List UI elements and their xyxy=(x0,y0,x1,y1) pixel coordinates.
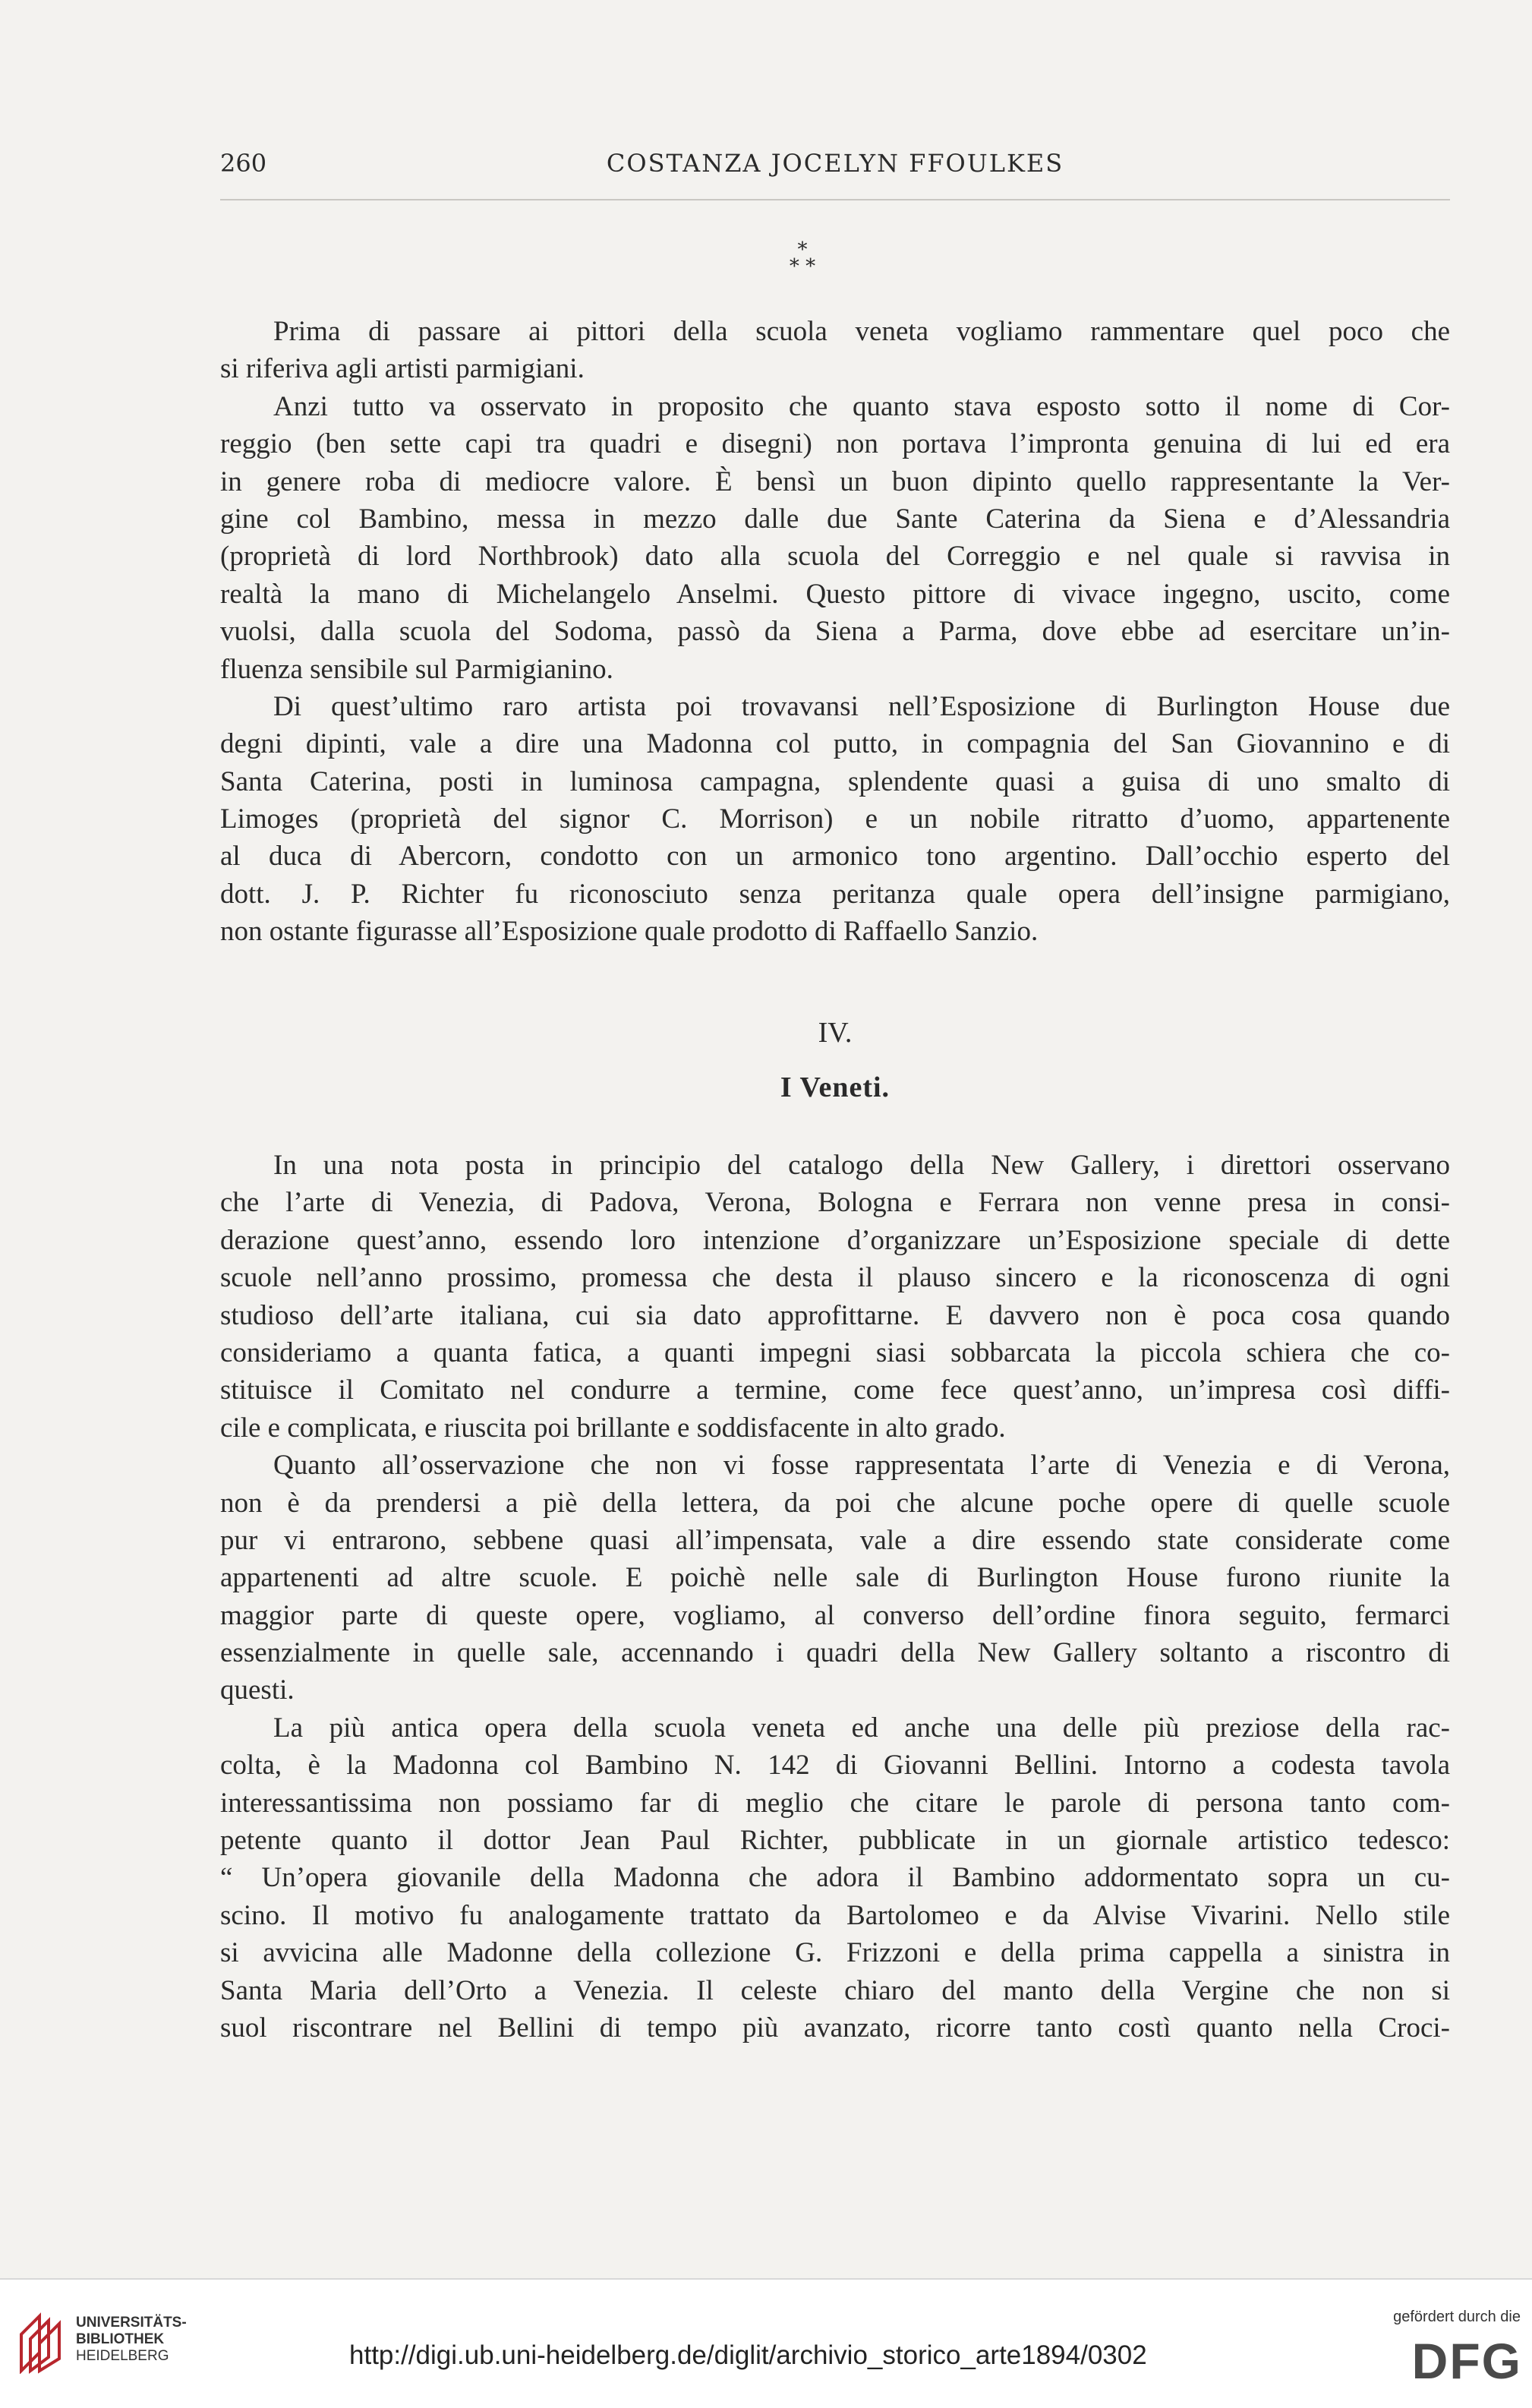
text-line: suol riscontrare nel Bellini di tempo più avanzato, ricorre tanto costì quanto nella Croci- xyxy=(220,2012,1450,2043)
text-line: Santa Maria dell’Orto a Venezia. Il celeste chiaro del manto della Vergine che non si xyxy=(220,1974,1450,2006)
asterism-top: * xyxy=(797,238,808,261)
text-line: realtà la mano di Michelangelo Anselmi. Questo pittore di vivace ingegno, uscito, come xyxy=(220,578,1450,610)
text-line: studioso dell’arte italiana, cui sia dato approfittarne. E davvero non è poca cosa quando xyxy=(220,1299,1450,1331)
footer-rule xyxy=(0,2278,1532,2280)
dfg-logo: DFG xyxy=(1411,2333,1522,2389)
text-line: degni dipinti, vale a dire una Madonna col putto, in compagnia del San Giovannino e di xyxy=(220,728,1450,760)
text-line: (proprietà di lord Northbrook) dato alla scuola del Correggio e nel quale si ravvisa in xyxy=(220,541,1450,573)
text-line: Quanto all’osservazione che non vi fosse rappresentata l’arte di Venezia e di Verona, xyxy=(273,1450,1450,1482)
text-line: stituisce il Comitato nel condurre a termine, come fece quest’anno, un’impresa così diffi- xyxy=(220,1374,1450,1406)
text-line: Limoges (proprietà del signor C. Morrison) e un nobile ritratto d’uomo, appartenente xyxy=(220,803,1450,835)
text-line: questi. xyxy=(220,1674,295,1706)
text-line: reggio (ben sette capi tra quadri e disegni) non portava l’impronta genuina di lui ed era xyxy=(220,428,1450,460)
asterism-bottom: * * xyxy=(789,255,816,278)
section-number: IV. xyxy=(818,1017,853,1049)
text-line: colta, è la Madonna col Bambino N. 142 di Giovanni Bellini. Intorno a codesta tavola xyxy=(220,1750,1450,1782)
text-line: scuole nell’anno prossimo, promessa che desta il plauso sincero e la riconoscenza di ogni xyxy=(220,1262,1450,1294)
text-line: fluenza sensibile sul Parmigianino. xyxy=(220,653,613,685)
library-logo-icon xyxy=(17,2312,64,2374)
asterism-divider xyxy=(768,238,837,287)
text-block-parmigiani xyxy=(220,313,1450,951)
text-line: maggior parte di queste opere, vogliamo, al converso dell’ordine finora seguito, fermarci xyxy=(220,1599,1450,1631)
text-line: derazione quest’anno, essendo loro intenzione d’organizzare un’Esposizione speciale di dette xyxy=(220,1224,1450,1256)
text-line: scino. Il motivo fu analogamente trattato da Bartolomeo e da Alvise Vivarini. Nello stile xyxy=(220,1899,1450,1931)
text-line: non ostante figurasse all’Esposizione quale prodotto di Raffaello Sanzio. xyxy=(220,916,1039,948)
library-line-3: HEIDELBERG xyxy=(76,2348,169,2364)
text-line: Di quest’ultimo raro artista poi trovavansi nell’Esposizione di Burlington House due xyxy=(273,690,1450,722)
text-line: pur vi entrarono, sebbene quasi all’impensata, vale a dire essendo state considerate come xyxy=(220,1524,1450,1556)
text-line: dott. J. P. Richter fu riconosciuto senza peritanza quale opera dell’insigne parmigiano, xyxy=(220,878,1450,910)
text-line: si riferiva agli artisti parmigiani. xyxy=(220,353,585,385)
text-line: “ Un’opera giovanile della Madonna che adora il Bambino addormentato sopra un cu- xyxy=(220,1862,1450,1894)
text-line: Anzi tutto va osservato in proposito che quanto stava esposto sotto il nome di Cor- xyxy=(273,390,1450,422)
text-line: non è da prendersi a piè della lettera, da poi che alcune poche opere di quelle scuole xyxy=(220,1487,1450,1519)
text-line: si avvicina alle Madonne della collezione G. Frizzoni e della prima cappella a sinistra in xyxy=(220,1937,1450,1969)
text-line: essenzialmente in quelle sale, accennando i quadri della New Gallery soltanto a riscontro di xyxy=(220,1637,1450,1669)
text-block-veneti xyxy=(220,1147,1450,2047)
text-line: al duca di Abercorn, condotto con un armonico tono argentino. Dall’occhio esperto del xyxy=(220,841,1450,873)
text-line: petente quanto il dottor Jean Paul Richter, pubblicate in un giornale artistico tedesco: xyxy=(220,1825,1450,1857)
text-line: che l’arte di Venezia, di Padova, Verona, Bologna e Ferrara non venne presa in consi- xyxy=(220,1187,1450,1219)
text-line: cile e complicata, e riuscita poi brillante e soddisfacente in alto grado. xyxy=(220,1412,1006,1444)
text-line: In una nota posta in principio del catalogo della New Gallery, i direttori osservano xyxy=(273,1150,1450,1181)
text-line: consideriamo a quanta fatica, a quanti impegni siasi sobbarcata la piccola schiera che co- xyxy=(220,1337,1450,1368)
running-title: COSTANZA JOCELYN FFOULKES xyxy=(606,149,1064,178)
text-line: La più antica opera della scuola veneta ed anche una delle più preziose della rac- xyxy=(273,1712,1450,1744)
digitization-footer xyxy=(0,2278,1532,2408)
page-header xyxy=(220,149,1450,187)
text-line: vuolsi, dalla scuola del Sodoma, passò da Siena a Parma, dove ebbe ad esercitare un’in- xyxy=(220,616,1450,648)
library-line-2: BIBLIOTHEK xyxy=(76,2331,165,2347)
sponsor-text: gefördert durch die xyxy=(1393,2309,1521,2325)
page-number: 260 xyxy=(220,149,267,178)
text-line: interessantissima non possiamo far di meglio che citare le parole di persona tanto com- xyxy=(220,1787,1450,1819)
text-line: Santa Caterina, posti in luminosa campagna, splendente quasi a guisa di uno smalto di xyxy=(220,765,1450,797)
text-line: appartenenti ad altre scuole. E poichè nelle sale di Burlington House furono riunite la xyxy=(220,1562,1450,1594)
library-name xyxy=(76,2315,235,2365)
header-rule xyxy=(220,199,1450,200)
section-title: I Veneti. xyxy=(780,1071,891,1103)
permalink-url[interactable]: http://digi.ub.uni-heidelberg.de/diglit/archivio_storico_arte1894/0302 xyxy=(349,2340,1147,2370)
library-line-1: UNIVERSITÄTS- xyxy=(76,2315,187,2331)
text-line: Prima di passare ai pittori della scuola veneta vogliamo rammentare quel poco che xyxy=(273,316,1450,347)
text-line: in genere roba di mediocre valore. È bensì un buon dipinto quello rappresentante la Ver- xyxy=(220,466,1450,497)
text-line: gine col Bambino, messa in mezzo dalle due Sante Caterina da Siena e d’Alessandria xyxy=(220,503,1450,535)
